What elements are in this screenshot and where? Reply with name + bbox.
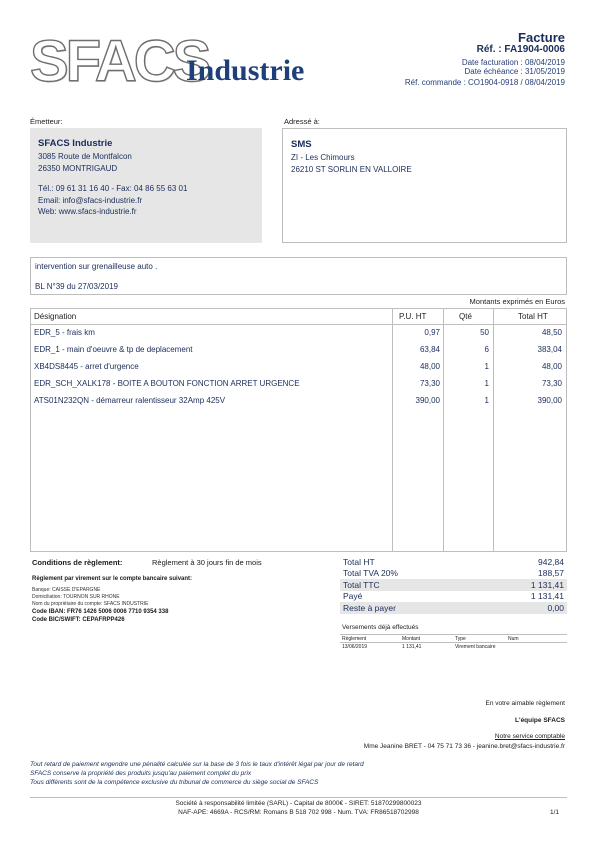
item-designation: EDR_5 - frais km bbox=[34, 328, 95, 337]
emitter-website: Web: www.sfacs-industrie.fr bbox=[38, 207, 137, 216]
header-total: Total HT bbox=[518, 312, 548, 321]
invoice-notes bbox=[30, 257, 567, 295]
due-date: Date échéance : 31/05/2019 bbox=[464, 67, 565, 76]
bank-details bbox=[32, 587, 168, 624]
invoice-date: Date facturation : 08/04/2019 bbox=[461, 58, 565, 67]
closing-line: En votre aimable règlement bbox=[485, 700, 565, 707]
total-value: 0,00 bbox=[547, 602, 564, 613]
logo-wordmark: SFACS bbox=[30, 29, 209, 94]
item-unit-price: 48,00 bbox=[419, 362, 440, 371]
item-total: 390,00 bbox=[537, 396, 562, 405]
item-designation: EDR_1 - main d'oeuvre & tp de deplacement bbox=[34, 345, 193, 354]
invoice-reference: Réf. : FA1904-0006 bbox=[476, 44, 565, 55]
header-designation: Désignation bbox=[34, 312, 77, 321]
total-label: Total TVA 20% bbox=[343, 568, 398, 578]
iban-code: Code IBAN: FR76 1426 5006 0006 7710 9354 338 bbox=[32, 609, 169, 615]
item-quantity: 1 bbox=[484, 362, 489, 371]
header-unit-price: P.U. HT bbox=[399, 312, 427, 321]
item-total: 383,04 bbox=[537, 345, 562, 354]
header-payment-date: Règlement bbox=[342, 636, 367, 642]
account-owner: Nom du propriétaire du compte: SFACS INDUSTRIE bbox=[32, 601, 149, 607]
emitter-block bbox=[30, 128, 262, 243]
footer-registration-info: NAF-APE: 4669A - RCS/RM: Romans B 518 702 998 - Num. TVA: FR86518702998 bbox=[178, 809, 419, 816]
company-logo bbox=[30, 29, 320, 94]
legal-line1: Tout retard de paiement engendre une pénalité calculée sur la base de 3 fois le taux d'intérêt légal par jour de retard bbox=[30, 761, 364, 768]
item-designation: XB4DS8445 - arret d'urgence bbox=[34, 362, 139, 371]
note-line1: intervention sur grenailleuse auto . bbox=[35, 262, 158, 271]
logo-subtitle: Industrie bbox=[186, 54, 305, 87]
total-value: 188,57 bbox=[538, 568, 564, 578]
header-payment-amount: Montant bbox=[402, 636, 421, 642]
total-value: 1 131,41 bbox=[530, 579, 564, 590]
total-value: 1 131,41 bbox=[530, 591, 564, 601]
item-quantity: 1 bbox=[484, 379, 489, 388]
item-unit-price: 63,84 bbox=[419, 345, 440, 354]
item-total: 73,30 bbox=[541, 379, 562, 388]
emitter-label: Émetteur: bbox=[30, 117, 63, 126]
recipient-name: SMS bbox=[291, 139, 312, 150]
payments-header-row bbox=[340, 635, 567, 643]
emitter-email: Email: info@sfacs-industrie.fr bbox=[38, 195, 143, 205]
total-ttc-row bbox=[340, 579, 567, 591]
header-payment-num: Num bbox=[508, 636, 519, 642]
bank-name: Banque: CAISSE D'EPARGNE bbox=[32, 587, 101, 593]
item-total: 48,50 bbox=[541, 328, 562, 337]
note-line2: BL N°39 du 27/03/2019 bbox=[35, 282, 118, 291]
accounting-service: Notre service comptable bbox=[494, 733, 565, 740]
payment-amount: 1 131,41 bbox=[402, 644, 422, 650]
table-row bbox=[31, 325, 566, 341]
emitter-address-line2: 26350 MONTRIGAUD bbox=[38, 163, 118, 173]
recipient-label: Adressé à: bbox=[284, 117, 320, 126]
total-tva-row bbox=[340, 568, 567, 580]
total-label: Reste à payer bbox=[343, 602, 396, 613]
header-payment-type: Type bbox=[455, 636, 466, 642]
total-label: Payé bbox=[343, 591, 363, 601]
recipient-block bbox=[282, 128, 567, 243]
total-value: 942,84 bbox=[538, 556, 564, 567]
total-ht-row bbox=[340, 556, 567, 568]
accounting-contact: Mme Jeanine BRET - 04 75 71 73 36 - jeanine.bret@sfacs-industrie.fr bbox=[363, 743, 565, 750]
page-number: 1/1 bbox=[549, 809, 559, 816]
payment-terms-value: Règlement à 30 jours fin de mois bbox=[152, 558, 262, 567]
item-total: 48,00 bbox=[541, 362, 562, 371]
payment-type: Virement bancaire bbox=[455, 644, 496, 650]
payment-date: 13/06/2019 bbox=[342, 644, 368, 650]
item-designation: EDR_SCH_XALK178 - BOITE A BOUTON FONCTION ARRET URGENCE bbox=[34, 379, 300, 388]
payments-made-title: Versements déjà effectués bbox=[342, 624, 419, 631]
emitter-address-line1: 3085 Route de Montfalcon bbox=[38, 152, 132, 161]
paid-row bbox=[340, 591, 567, 603]
recipient-address-line2: 26210 ST SORLIN EN VALLOIRE bbox=[291, 164, 412, 174]
items-table bbox=[30, 308, 567, 552]
payments-table bbox=[340, 634, 567, 651]
item-unit-price: 73,30 bbox=[419, 379, 440, 388]
order-reference: Réf. commande : CO1904-0918 / 08/04/2019 bbox=[404, 78, 565, 87]
bank-domiciliation: Domiciliation: TOURNON SUR RHONE bbox=[32, 594, 120, 600]
item-quantity: 50 bbox=[480, 328, 489, 337]
total-label: Total HT bbox=[343, 556, 375, 567]
table-row bbox=[31, 342, 566, 358]
bank-transfer-title: Règlement par virement sur le compte bancaire suivant: bbox=[32, 576, 193, 582]
document-title: Facture bbox=[518, 30, 565, 45]
payment-terms-label: Conditions de règlement: bbox=[32, 558, 123, 567]
footer-company-info: Société à responsabilité limitée (SARL) - Capital de 8000€ - SIRET: 51870299800023 bbox=[175, 800, 422, 807]
footer-divider bbox=[30, 797, 567, 798]
totals-block bbox=[340, 556, 567, 614]
item-unit-price: 0,97 bbox=[424, 328, 440, 337]
item-quantity: 6 bbox=[484, 345, 489, 354]
table-row bbox=[340, 643, 567, 651]
emitter-name: SFACS Industrie bbox=[38, 138, 113, 149]
item-quantity: 1 bbox=[484, 396, 489, 405]
table-row bbox=[31, 359, 566, 375]
item-designation: ATS01N232QN - démarreur ralentisseur 32Amp 425V bbox=[34, 396, 226, 405]
bic-code: Code BIC/SWIFT: CEPAFRPP426 bbox=[32, 617, 125, 623]
legal-line2: SFACS conserve la propriété des produits jusqu'au paiement complet du prix bbox=[30, 770, 252, 777]
remaining-row bbox=[340, 602, 567, 614]
item-unit-price: 390,00 bbox=[415, 396, 440, 405]
recipient-address-line1: ZI - Les Chimours bbox=[291, 153, 355, 162]
table-row bbox=[31, 376, 566, 392]
table-row bbox=[31, 393, 566, 409]
emitter-phone: Tél.: 09 61 31 16 40 - Fax: 04 86 55 63 01 bbox=[38, 184, 188, 193]
header-quantity: Qté bbox=[459, 312, 472, 321]
currency-note: Montants exprimés en Euros bbox=[469, 297, 565, 306]
legal-line3: Tous différents sont de la compétence exclusive du tribunal de commerce du siège social de SFACS bbox=[30, 779, 319, 786]
total-label: Total TTC bbox=[343, 579, 380, 590]
team-signature: L'équipe SFACS bbox=[515, 717, 565, 724]
